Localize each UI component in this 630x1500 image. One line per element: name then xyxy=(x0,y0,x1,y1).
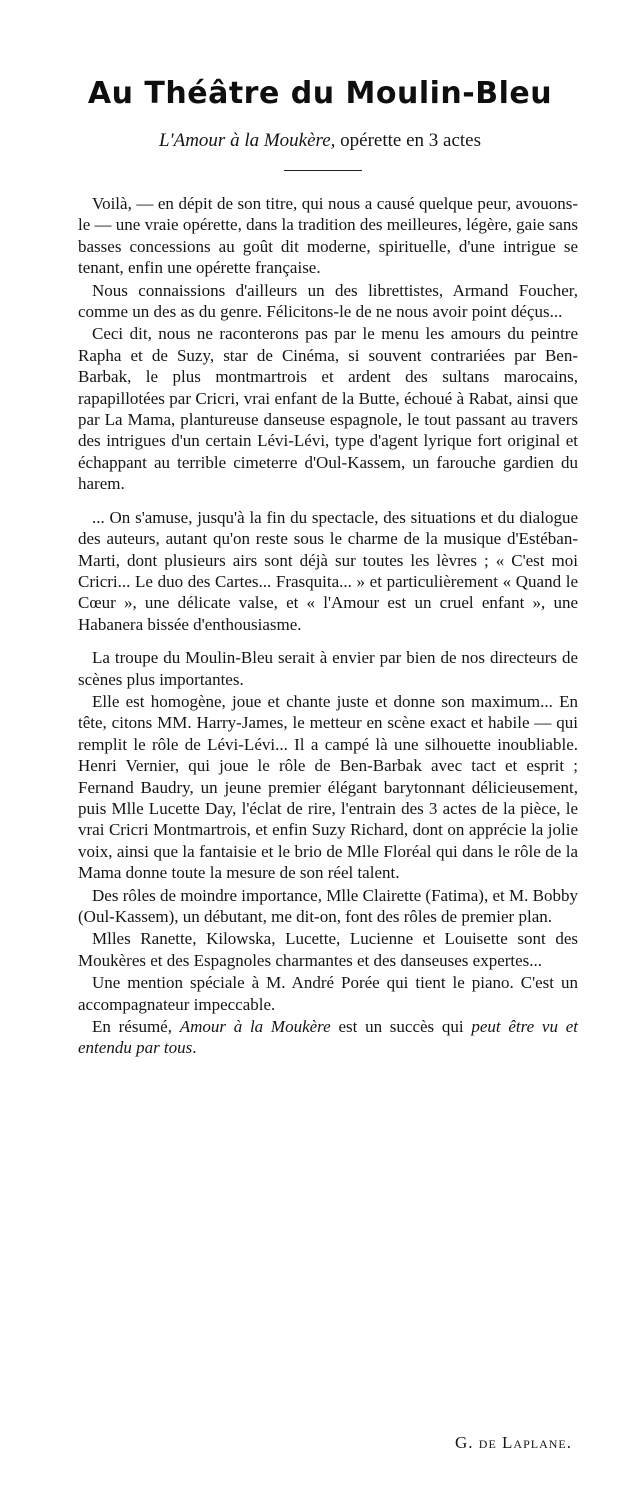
paragraph-minor-roles: Des rôles de moindre importance, Mlle Clairette (Fatima), et M. Bobby (Oul-Kassem), un débutant, me dit-on, font des rôles de premier plan. xyxy=(78,885,578,926)
paragraph-conclusion xyxy=(78,1016,578,1059)
paragraph-music: ... On s'amuse, jusqu'à la fin du spectacle, des situations et du dialogue des auteurs, autant qu'on reste sous le charme de la musique d'Estéban-Marti, dont plusieurs airs sont déjà sur toutes les lèvres ; « C'est moi Cricri... Le duo des Cartes... Frasquita... » et particulièrement « Quand le Cœur », une délicate valse, et « l'Amour est un cruel enfant », une Habanera bissée d'enthousiasme. xyxy=(78,507,578,634)
author-signature xyxy=(455,1433,572,1453)
paragraph-cast: Elle est homogène, joue et chante juste et donne son maximum... En tête, citons MM. Harry-James, le metteur en scène exact et habile — qui remplit le rôle de Lévi-Lévi... Il a campé là une silhouette inoubliable. Henri Vernier, qui joue le rôle de Ben-Barbak avec tact et esprit ; Fernand Baudry, un jeune premier élégant barytonnant délicieusement, puis Mlle Lucette Day, l'éclat de rire, l'entrain des 3 actes de la pièce, le vrai Cricri Montmartrois, et enfin Suzy Richard, dont on apprécie la jolie voix, ainsi que la fantaisie et le brio de Mlle Floréal qui dans le rôle de la Mama donne toute la mesure de son réel talent. xyxy=(78,691,578,883)
paragraph-dancers: Mlles Ranette, Kilowska, Lucette, Lucienne et Louisette sont des Moukères et des Espagnoles charmantes et des danseuses expertes... xyxy=(78,929,578,970)
paragraph-librettist: Nous connaissions d'ailleurs un des librettistes, Armand Foucher, comme un des as du genre. Félicitons-le de ne nous avoir point déçus... xyxy=(78,280,578,322)
article-body xyxy=(78,193,578,1060)
conclusion-middle: est un succès qui xyxy=(330,1017,472,1037)
conclusion-suffix: . xyxy=(192,1038,197,1058)
title-divider xyxy=(284,170,362,171)
paragraph-plot: Ceci dit, nous ne raconterons pas par le menu les amours du peintre Rapha et de Suzy, star de Cinéma, si souvent contrariées par Ben-Barbak, le plus montmartrois et ardent des sultans marocains, rapapillotées par Cricri, vrai enfant de la Butte, échoué à Rabat, ainsi que par La Mama, plantureuse danseuse espagnole, le tout passant au travers des intrigues d'un certain Lévi-Lévi, type d'agent lyrique fort original et échappant au terrible cimeterre d'Oul-Kassem, un farouche gardien du harem. xyxy=(78,324,578,494)
paragraph-troupe: La troupe du Moulin-Bleu serait à envier par bien de nos directeurs de scènes plus importantes. xyxy=(78,648,578,689)
signature-particle: de xyxy=(478,1433,497,1452)
signature-initial: G. xyxy=(455,1433,479,1452)
paragraph-pianist: Une mention spéciale à M. André Porée qui tient le piano. C'est un accompagnateur impeccable. xyxy=(78,973,578,1014)
article-subtitle xyxy=(40,130,600,152)
paragraph-intro: Voilà, — en dépit de son titre, qui nous a causé quelque peur, avouons-le — une vraie opérette, dans la tradition des meilleures, légère, gaie sans basses concessions au goût dit moderne, spirituelle, d'une intrigue se tenant, enfin une opérette française. xyxy=(78,194,578,278)
conclusion-italic-end: peut être vu et entendu par tous xyxy=(78,1017,578,1058)
subtitle-description: opérette en 3 actes xyxy=(335,130,482,151)
conclusion-prefix: En résumé, xyxy=(92,1017,180,1037)
article-title: Au Théâtre du Moulin-Bleu xyxy=(87,76,553,111)
subtitle-work-title: L'Amour à la Moukère, xyxy=(158,130,336,151)
conclusion-work-title: Amour à la Moukère xyxy=(179,1017,331,1037)
signature-surname: Laplane. xyxy=(496,1433,572,1452)
